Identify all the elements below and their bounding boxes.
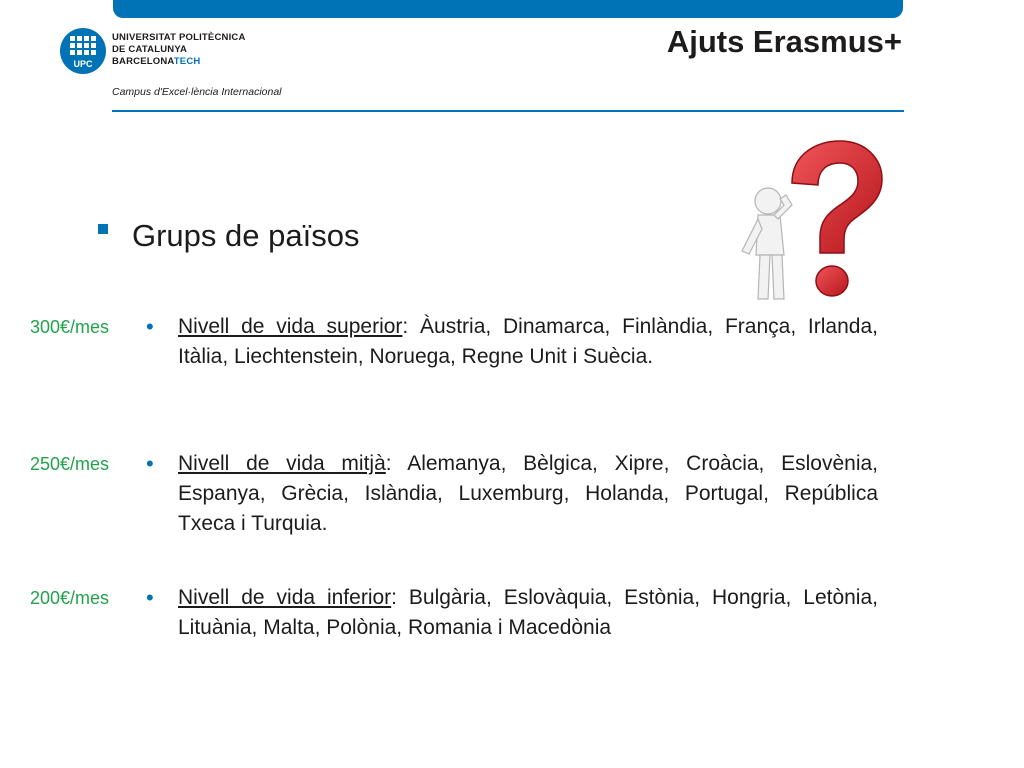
group-description [178,449,878,539]
group-term: Nivell de vida superior [178,315,403,338]
group-amount: 250€/mes [30,454,110,474]
header-divider [112,110,904,112]
group-term: Nivell de vida inferior [178,586,392,609]
group-amount: 300€/mes [30,317,110,337]
university-city: BARCELONA [112,56,174,67]
section-heading: Grups de països [132,218,360,253]
group-description [178,583,878,643]
square-bullet-icon [98,224,108,234]
top-accent-bar [113,0,903,18]
university-name [112,32,246,68]
bullet-dot-icon: • [146,451,154,476]
university-tech: TECH [173,56,201,67]
group-term: Nivell de vida mitjà [178,452,386,475]
question-mark-figure-icon [722,135,888,305]
upc-logo [60,28,310,78]
slide-title: Ajuts Erasmus+ [666,24,902,59]
group-countries: : Bulgària, Eslovàquia, Estònia, Hongria, Letònia, Lituània, Malta, Polònia, Romania i Macedònia [178,586,878,639]
group-amount: 200€/mes [30,588,110,608]
upc-initials: UPC [73,59,93,69]
upc-logo-icon [60,28,106,74]
university-name-line3 [112,56,246,68]
campus-tagline: Campus d'Excel·lència Internacional [112,86,282,98]
bullet-dot-icon: • [146,314,154,339]
university-name-line1: UNIVERSITAT POLITÈCNICA [112,32,246,43]
group-description [178,312,878,372]
section-heading-row [98,218,359,254]
group-countries: : Alemanya, Bèlgica, Xipre, Croàcia, Eslovènia, Espanya, Grècia, Islàndia, Luxemburg, Holanda, Portugal, República Txeca i Turquia. [178,452,879,535]
group-countries: : Àustria, Dinamarca, Finlàndia, França, Irlanda, Itàlia, Liechtenstein, Noruega, Regne Unit i Suècia. [178,315,878,368]
bullet-dot-icon: • [146,585,154,610]
university-name-line2: DE CATALUNYA [112,44,188,55]
